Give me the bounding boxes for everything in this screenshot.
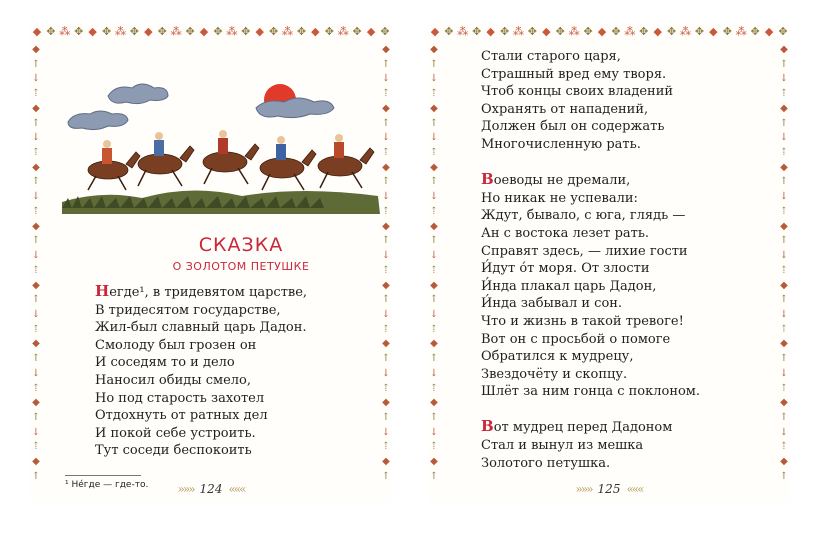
ornament-glyph-icon: ↑	[381, 411, 391, 423]
ornament-glyph-icon: ↓	[31, 426, 41, 438]
ornament-glyph-icon: ◆	[486, 24, 495, 38]
ornament-glyph-icon: ↑	[779, 353, 789, 365]
ornament-glyph-icon: ⇡	[31, 264, 41, 276]
ornament-glyph-icon: ↓	[779, 426, 789, 438]
right-page	[428, 24, 790, 502]
ornament-glyph-icon: ✥	[101, 24, 112, 38]
ornament-glyph-icon: ✥	[296, 24, 307, 38]
verse-text: оеводы не дремали,	[493, 173, 631, 189]
ornament-glyph-icon: ◆	[144, 24, 153, 38]
ornament-glyph-icon: ✥	[324, 24, 334, 38]
verse-line	[481, 295, 700, 313]
ornament-glyph-icon: ✥	[352, 24, 362, 38]
top-ornament-border	[428, 24, 790, 38]
verse-text: Ждут, бывало, с юга, глядь —	[481, 208, 686, 224]
verse-text: Что и жизнь в такой тревоге!	[481, 313, 684, 329]
verse-line	[481, 66, 700, 84]
footnote: ¹ Не́где — где-то.	[65, 480, 149, 490]
ornament-glyph-icon: ◆	[430, 220, 438, 232]
ornament-glyph-icon: ⇡	[429, 382, 439, 394]
ornament-glyph-icon: ◆	[32, 161, 40, 173]
ornament-glyph-icon: ⁂	[624, 24, 636, 38]
verse-text: И́нда забывал и сон.	[481, 296, 623, 312]
ornament-glyph-icon: ✥	[722, 24, 732, 38]
ornament-glyph-icon: ◆	[542, 24, 551, 38]
verse-text: Звездочёту и скопцу.	[481, 366, 628, 382]
drop-initial: В	[481, 170, 494, 189]
ornament-glyph-icon: ↑	[429, 353, 439, 365]
ornament-glyph-icon: ↓	[31, 191, 41, 203]
verse-text: Должен был он содержать	[481, 119, 665, 135]
ornament-glyph-icon: ◆	[382, 161, 390, 173]
ornament-glyph-icon: ⇡	[779, 147, 789, 159]
ornament-glyph-icon: ↓	[429, 191, 439, 203]
ornament-glyph-icon: ↓	[779, 250, 789, 262]
stanza-gap	[481, 401, 700, 419]
verse-line	[481, 313, 700, 331]
verse-line	[481, 48, 700, 66]
ornament-glyph-icon: ✥	[778, 24, 788, 38]
verse-text: Многочисленную рать.	[481, 136, 641, 152]
ornament-glyph-icon: ⇡	[381, 88, 391, 100]
ornament-glyph-icon: ◆	[430, 161, 438, 173]
ornament-glyph-icon: ↑	[429, 235, 439, 247]
ornament-glyph-icon: ⁂	[512, 24, 524, 38]
ornament-glyph-icon: ↑	[381, 58, 391, 70]
ornament-glyph-icon: ◆	[382, 397, 390, 409]
verse-line	[481, 437, 700, 455]
verse-line	[481, 83, 700, 101]
ornament-glyph-icon: ⇡	[31, 441, 41, 453]
ornament-glyph-icon: ✥	[74, 24, 84, 38]
ornament-glyph-icon: ◆	[430, 338, 438, 350]
ornament-glyph-icon: ↑	[31, 470, 41, 482]
ornament-glyph-icon: ◆	[32, 102, 40, 114]
top-ornament-border	[30, 24, 392, 38]
verse-line	[95, 354, 307, 372]
ornament-glyph-icon: ↓	[779, 132, 789, 144]
ornament-glyph-icon: ◆	[780, 44, 788, 55]
ornament-glyph-icon: ⇡	[779, 382, 789, 394]
verse-line	[95, 442, 307, 460]
ornament-glyph-icon: ↓	[31, 308, 41, 320]
verse-text: Тут соседи беспокоить	[95, 443, 252, 459]
ornament-glyph-icon: ↓	[429, 73, 439, 85]
right-ornament-border	[778, 44, 790, 482]
ornament-glyph-icon: ↓	[381, 250, 391, 262]
ornament-glyph-icon: ⇡	[381, 441, 391, 453]
verse-text: Наносил обиды смело,	[95, 372, 252, 388]
verse-text: Стал и вынул из мешка	[481, 438, 644, 454]
ornament-glyph-icon: ✥	[380, 24, 390, 38]
ornament-glyph-icon: ✥	[46, 24, 56, 38]
left-ornament-border	[30, 44, 42, 482]
verse-line	[95, 319, 307, 337]
ornament-glyph-icon: ◆	[709, 24, 718, 38]
ornament-glyph-icon: ◆	[366, 24, 376, 38]
verse-right	[481, 48, 700, 472]
ornament-glyph-icon: ◆	[780, 102, 788, 114]
ornament-glyph-icon: ◆	[430, 397, 438, 409]
ornament-glyph-icon: ↑	[381, 353, 391, 365]
ornament-glyph-icon: ↑	[779, 411, 789, 423]
ornament-glyph-icon: ◆	[653, 24, 662, 38]
ornament-glyph-icon: ✥	[157, 24, 167, 38]
ornament-glyph-icon: ↓	[31, 73, 41, 85]
ornament-glyph-icon: ↑	[31, 235, 41, 247]
ornament-glyph-icon: ◆	[764, 24, 774, 38]
ornament-glyph-icon: ⇡	[429, 88, 439, 100]
horsemen-riding-illustration	[60, 52, 382, 222]
ornament-glyph-icon: ✥	[750, 24, 760, 38]
verse-line	[95, 283, 307, 302]
ornament-glyph-icon: ↑	[429, 294, 439, 306]
ornament-glyph-icon: ✥	[583, 24, 593, 38]
verse-line	[95, 390, 307, 408]
ornament-glyph-icon: ◆	[382, 220, 390, 232]
ornament-glyph-icon: ⇡	[429, 441, 439, 453]
verse-line	[481, 225, 700, 243]
ornament-glyph-icon: ⁂	[457, 24, 469, 38]
verse-line	[481, 278, 700, 296]
ornament-glyph-icon: ↑	[381, 294, 391, 306]
verse-text: Шлёт за ним гонца с поклоном.	[481, 384, 701, 400]
ornament-glyph-icon: ⁂	[170, 24, 182, 38]
ornament-glyph-icon: ↑	[429, 176, 439, 188]
ornament-glyph-icon: ↑	[779, 58, 789, 70]
ornament-glyph-icon: ⇡	[31, 88, 41, 100]
verse-text: Смолоду был грозен он	[95, 337, 257, 353]
ornament-glyph-icon: ◆	[32, 397, 40, 409]
ornament-glyph-icon: ✥	[241, 24, 251, 38]
ornament-glyph-icon: ✥	[269, 24, 279, 38]
ornament-glyph-icon: ↓	[429, 367, 439, 379]
ornament-glyph-icon: ◆	[780, 279, 788, 291]
ornament-glyph-icon: ↑	[31, 411, 41, 423]
ornament-glyph-icon: ⇡	[429, 147, 439, 159]
ornament-glyph-icon: ↓	[429, 250, 439, 262]
ornament-glyph-icon: ◆	[430, 24, 440, 38]
left-ornament-border	[428, 44, 440, 482]
ornament-glyph-icon: ↓	[381, 308, 391, 320]
verse-line	[95, 337, 307, 355]
verse-line	[481, 101, 700, 119]
ornament-glyph-icon: ↓	[381, 73, 391, 85]
ornament-glyph-icon: ⇡	[31, 382, 41, 394]
ornament-glyph-icon: ↑	[779, 117, 789, 129]
verse-text: Обратился к мудрецу,	[481, 349, 634, 365]
flourish-icon: «««	[228, 482, 245, 496]
ornament-glyph-icon: ⇡	[31, 323, 41, 335]
ornament-glyph-icon: ◆	[32, 279, 40, 291]
verse-text: от мудрец перед Дадоном	[493, 420, 673, 436]
ornament-glyph-icon: ↓	[429, 426, 439, 438]
verse-text: Золотого петушка.	[481, 455, 611, 471]
ornament-glyph-icon: ↓	[381, 132, 391, 144]
ornament-glyph-icon: ◆	[382, 456, 390, 468]
stanza-gap	[481, 154, 700, 172]
ornament-glyph-icon: ◆	[32, 456, 40, 468]
ornament-glyph-icon: ◆	[430, 44, 438, 55]
verse-left	[95, 283, 307, 460]
verse-text: Стали старого царя,	[481, 49, 621, 64]
ornament-glyph-icon: ↑	[381, 235, 391, 247]
ornament-glyph-icon: ✥	[667, 24, 677, 38]
verse-text: Но никак не успевали:	[481, 190, 638, 206]
ornament-glyph-icon: ◆	[32, 44, 40, 55]
ornament-glyph-icon: ↓	[381, 191, 391, 203]
flourish-icon: »»»	[575, 482, 592, 496]
ornament-glyph-icon: ◆	[780, 456, 788, 468]
ornament-glyph-icon: ⇡	[381, 147, 391, 159]
verse-text: Вот он с просьбой о помоге	[481, 331, 671, 347]
ornament-glyph-icon: ⇡	[429, 264, 439, 276]
ornament-glyph-icon: ⇡	[779, 264, 789, 276]
verse-line	[481, 136, 700, 154]
ornament-glyph-icon: ✥	[444, 24, 454, 38]
ornament-glyph-icon: ↑	[429, 411, 439, 423]
ornament-glyph-icon: ✥	[694, 24, 705, 38]
ornament-glyph-icon: ◆	[382, 338, 390, 350]
ornament-glyph-icon: ◆	[780, 220, 788, 232]
verse-line	[95, 407, 307, 425]
page-number-left: »»» 124 «««	[177, 482, 245, 496]
ornament-glyph-icon: ◆	[382, 44, 390, 55]
verse-line	[481, 455, 700, 473]
ornament-glyph-icon: ↑	[779, 176, 789, 188]
drop-initial: В	[481, 417, 494, 436]
ornament-glyph-icon: ↓	[779, 73, 789, 85]
ornament-glyph-icon: ↑	[31, 117, 41, 129]
ornament-glyph-icon: ↓	[779, 367, 789, 379]
verse-text: Отдохнуть от ратных дел	[95, 408, 268, 424]
ornament-glyph-icon: ↑	[779, 470, 789, 482]
ornament-glyph-icon: ↑	[31, 58, 41, 70]
ornament-glyph-icon: ↑	[381, 176, 391, 188]
ornament-glyph-icon: ⁂	[114, 24, 126, 38]
verse-text: И покой себе устроить.	[95, 425, 256, 441]
ornament-glyph-icon: ◆	[32, 24, 42, 38]
ornament-glyph-icon: ↑	[429, 117, 439, 129]
ornament-glyph-icon: ⁂	[568, 24, 580, 38]
ornament-glyph-icon: ↓	[779, 191, 789, 203]
ornament-glyph-icon: ✥	[555, 24, 565, 38]
ornament-glyph-icon: ✥	[499, 24, 510, 38]
verse-text: егде¹, в тридевятом царстве,	[109, 285, 308, 300]
ornament-glyph-icon: ⁂	[735, 24, 747, 38]
ornament-glyph-icon: ⇡	[381, 264, 391, 276]
left-page	[30, 24, 392, 502]
ornament-glyph-icon: ◆	[311, 24, 320, 38]
verse-line	[481, 243, 700, 261]
footnote-rule	[65, 475, 141, 476]
ornament-glyph-icon: ⁂	[59, 24, 71, 38]
ornament-glyph-icon: ✥	[185, 24, 195, 38]
verse-line	[481, 118, 700, 136]
verse-line	[481, 366, 700, 384]
verse-text: Ан с востока лезет рать.	[481, 225, 650, 241]
verse-text: Страшный вред ему творя.	[481, 66, 667, 82]
ornament-glyph-icon: ↑	[779, 235, 789, 247]
verse-line	[481, 331, 700, 349]
drop-initial: Н	[95, 282, 110, 300]
ornament-glyph-icon: ◆	[199, 24, 209, 38]
ornament-glyph-icon: ✥	[611, 24, 621, 38]
ornament-glyph-icon: ⇡	[429, 323, 439, 335]
verse-text: И́дут о́т моря. От злости	[481, 261, 650, 277]
page-number-right: »»» 125 «««	[575, 482, 643, 496]
ornament-glyph-icon: ⁂	[226, 24, 238, 38]
ornament-glyph-icon: ⁂	[282, 24, 294, 38]
ornament-glyph-icon: ◆	[780, 161, 788, 173]
ornament-glyph-icon: ✥	[472, 24, 482, 38]
ornament-glyph-icon: ⇡	[779, 205, 789, 217]
verse-text: Охранять от нападений,	[481, 101, 649, 117]
ornament-glyph-icon: ◆	[430, 456, 438, 468]
ornament-glyph-icon: ⇡	[381, 382, 391, 394]
ornament-glyph-icon: ↑	[31, 294, 41, 306]
verse-text: В тридесятом государстве,	[95, 302, 281, 318]
ornament-glyph-icon: ↑	[31, 176, 41, 188]
ornament-glyph-icon: ◆	[597, 24, 607, 38]
flourish-icon: »»»	[177, 482, 194, 496]
ornament-glyph-icon: ✥	[527, 24, 538, 38]
ornament-glyph-icon: ✥	[213, 24, 223, 38]
ornament-glyph-icon: ↓	[31, 367, 41, 379]
ornament-glyph-icon: ⇡	[31, 205, 41, 217]
verse-text: И́нда плакал царь Дадон,	[481, 278, 657, 294]
ornament-glyph-icon: ◆	[255, 24, 264, 38]
verse-text: И соседям то и дело	[95, 355, 235, 371]
ornament-glyph-icon: ✥	[639, 24, 649, 38]
ornament-glyph-icon: ⁂	[680, 24, 692, 38]
story-title: СКАЗКА	[198, 234, 284, 256]
verse-line	[481, 383, 700, 401]
ornament-glyph-icon: ⇡	[31, 147, 41, 159]
story-subtitle: О ЗОЛОТОМ ПЕТУШКЕ	[172, 260, 310, 273]
ornament-glyph-icon: ◆	[430, 279, 438, 291]
verse-line	[95, 302, 307, 320]
verse-line	[95, 372, 307, 390]
ornament-glyph-icon: ↑	[779, 294, 789, 306]
ornament-glyph-icon: ↓	[779, 308, 789, 320]
flourish-icon: «««	[626, 482, 643, 496]
verse-line	[481, 190, 700, 208]
verse-text: Справят здесь, — лихие гости	[481, 243, 688, 259]
verse-line	[95, 425, 307, 443]
ornament-glyph-icon: ◆	[780, 338, 788, 350]
ornament-glyph-icon: ◆	[88, 24, 97, 38]
verse-text: Жил-был славный царь Дадон.	[95, 320, 307, 336]
ornament-glyph-icon: ↓	[381, 367, 391, 379]
verse-line	[481, 418, 700, 437]
ornament-glyph-icon: ⇡	[381, 205, 391, 217]
ornament-glyph-icon: ◆	[780, 397, 788, 409]
ornament-glyph-icon: ⇡	[779, 441, 789, 453]
verse-text: Но под старость захотел	[95, 390, 265, 406]
ornament-glyph-icon: ⇡	[429, 205, 439, 217]
verse-line	[481, 348, 700, 366]
ornament-glyph-icon: ✥	[129, 24, 140, 38]
verse-line	[481, 207, 700, 225]
verse-line	[481, 171, 700, 190]
ornament-glyph-icon: ◆	[32, 220, 40, 232]
ornament-glyph-icon: ↓	[429, 308, 439, 320]
ornament-glyph-icon: ↑	[381, 117, 391, 129]
ornament-glyph-icon: ↓	[381, 426, 391, 438]
ornament-glyph-icon: ◆	[430, 102, 438, 114]
ornament-glyph-icon: ◆	[32, 338, 40, 350]
ornament-glyph-icon: ⇡	[381, 323, 391, 335]
verse-text: Чтоб концы своих владений	[481, 84, 674, 100]
ornament-glyph-icon: ◆	[382, 102, 390, 114]
verse-line	[481, 260, 700, 278]
ornament-glyph-icon: ↑	[381, 470, 391, 482]
ornament-glyph-icon: ↓	[31, 132, 41, 144]
ornament-glyph-icon: ⇡	[779, 88, 789, 100]
ornament-glyph-icon: ↑	[429, 58, 439, 70]
ornament-glyph-icon: ⁂	[337, 24, 349, 38]
ornament-glyph-icon: ◆	[382, 279, 390, 291]
ornament-glyph-icon: ↓	[429, 132, 439, 144]
ornament-glyph-icon: ↓	[31, 250, 41, 262]
ornament-glyph-icon: ⇡	[779, 323, 789, 335]
ornament-glyph-icon: ↑	[31, 353, 41, 365]
ornament-glyph-icon: ↑	[429, 470, 439, 482]
